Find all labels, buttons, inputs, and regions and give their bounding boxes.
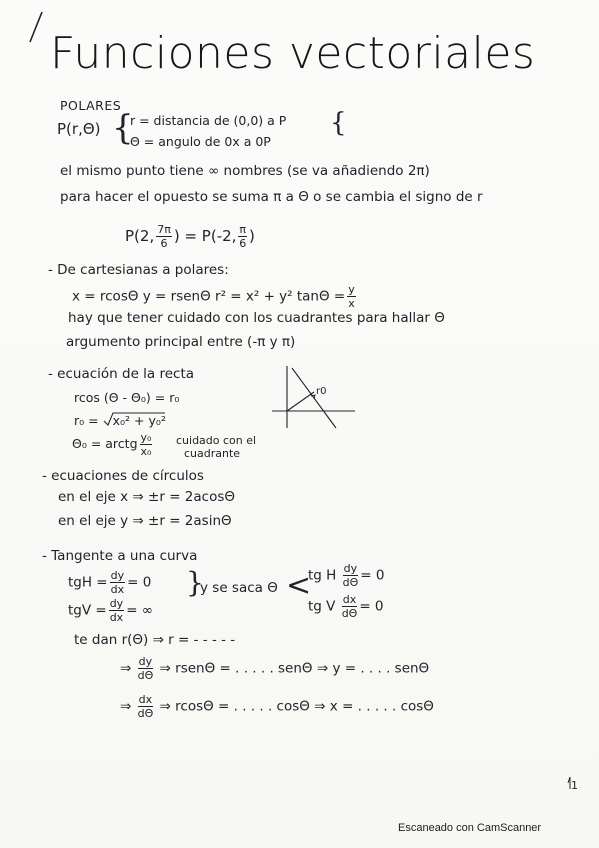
polares-example: P(2, $\frac{7\pi}{6}$ ) = P(-2, $\frac{\pi}{6}$ ) xyxy=(125,223,255,250)
tangente-right-h: tg H $\frac{dy}{d\Theta}$ = 0 xyxy=(308,562,385,589)
cartesianas-heading: - De cartesianas a polares: xyxy=(48,262,229,278)
circulos-heading: - ecuaciones de círculos xyxy=(42,468,204,484)
cartesianas-note-quadrants: hay que tener cuidado con los cuadrantes para hallar Θ xyxy=(68,310,445,326)
tangente-given: te dan r(Θ) ⇒ r = - - - - - xyxy=(74,632,236,648)
right-brace: { xyxy=(330,108,347,138)
polares-note-opposite: para hacer el opuesto se suma π a Θ o se cambia el signo de r xyxy=(60,189,483,205)
tangente-tgh: tgH = $\frac{dy}{dx}$ = 0 xyxy=(68,569,152,596)
recta-heading: - ecuación de la recta xyxy=(48,366,195,382)
recta-eq1: rcos (Θ - Θ₀) = r₀ xyxy=(74,390,180,405)
circulos-eje-x: en el eje x ⇒ ±r = 2acosΘ xyxy=(58,489,235,505)
corner-slash xyxy=(30,12,42,42)
recta-quadrant-note2: cuadrante xyxy=(184,447,241,460)
tangente-step-x: ⇒ $\frac{dx}{d\Theta}$ ⇒ rcosΘ = . . . . . cosΘ ⇒ x = . . . . . cosΘ xyxy=(120,693,434,720)
left-brace: { xyxy=(112,108,134,148)
camscanner-footer: Escaneado con CamScanner xyxy=(398,822,542,834)
circulos-eje-y: en el eje y ⇒ ±r = 2asinΘ xyxy=(58,513,232,529)
tangente-middle: y se saca Θ xyxy=(200,580,278,596)
polares-heading: POLARES xyxy=(60,98,122,113)
diagram-r0-label: r0 xyxy=(316,386,327,397)
tangente-brace: } xyxy=(186,566,204,599)
polares-theta-definition: Θ = angulo de 0x a 0P xyxy=(130,134,271,149)
cartesianas-formulas: x = rcosΘ y = rsenΘ r² = x² + y² tanΘ = $\frac{y}{x}$ xyxy=(72,283,355,310)
page-number-mark xyxy=(568,777,570,789)
recta-eq3: Θ₀ = arctg $\frac{\text{y₀}}{\text{x₀}}$ xyxy=(72,431,152,458)
recta-diagram xyxy=(272,366,355,428)
tangente-step-y: ⇒ $\frac{dy}{d\Theta}$ ⇒ rsenΘ = . . . . . senΘ ⇒ y = . . . . senΘ xyxy=(120,655,430,682)
tangente-angle: < xyxy=(286,568,312,603)
polares-r-definition: r = distancia de (0,0) a P xyxy=(130,113,287,128)
diagram-r0-segment xyxy=(287,392,314,411)
recta-eq2: r₀ = x₀² + y₀² xyxy=(74,413,166,428)
recta-quadrant-note1: cuidado con el xyxy=(176,434,257,447)
tangente-heading: - Tangente a una curva xyxy=(42,548,198,564)
cartesianas-note-principal: argumento principal entre (-π y π) xyxy=(66,334,296,350)
polares-note-names: el mismo punto tiene ∞ nombres (se va añadiendo 2π) xyxy=(60,163,430,179)
page-title: Funciones vectoriales xyxy=(50,28,536,79)
tangente-tgv: tgV = $\frac{dy}{dx}$ = ∞ xyxy=(68,597,154,624)
tangente-right-v: tg V $\frac{dx}{d\Theta}$ = 0 xyxy=(308,593,384,620)
page-number: 1 xyxy=(571,779,578,792)
polares-point: P(r,Θ) xyxy=(57,120,101,138)
